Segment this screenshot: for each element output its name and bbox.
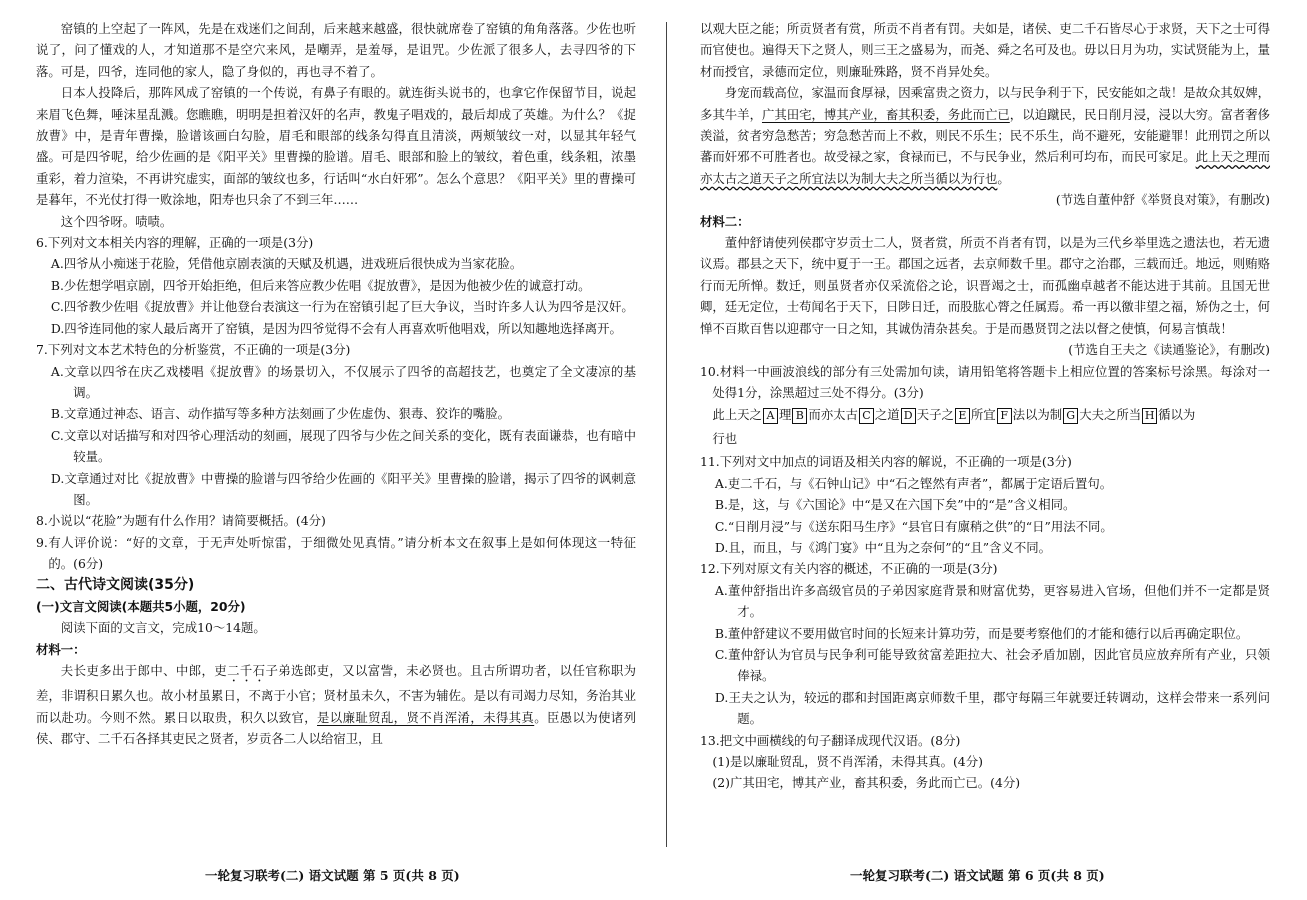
paragraph: 以观大臣之能；所贡贤者有赏，所贡不肖者有罚。夫如是，诸侯、吏二千石皆尽心于求贤，天下之士可得而官使也。遍得天下之贤人，则三王之盛易为，而尧、舜之名可及也。毋以日月为功，实试贤能为上，量材而授官，录德而定位，则廉耻殊路，贤不肖异处矣。	[700, 21, 1270, 79]
option-11c: C.“日削月浸”与《送东阳马生序》“县官日有廪稍之供”的“日”用法不同。	[714, 518, 1113, 534]
punctuation-exercise: 此上天之 A 理 B 而亦太古 C 之道 D 天子之 E 所宜 F 法以为制 G 大夫之所当 H 循以为 行也	[712, 407, 1196, 447]
punct-text-4: 天子之	[916, 407, 954, 423]
punct-text-8: 循以为	[1158, 407, 1196, 423]
material-2-text: 董仲舒请使列侯郡守岁贡士二人，贤者赏，所贡不肖者有罚，以是为三代乡举里选之遗法也，若无遗议焉。郡县之天下，统中夏于一王。郡国之远者，去京师数千里。郡守之治郡，三载而迁。地远，则贿赂行而无所惮。数迁，则虽贤者亦仅采流俗之论，识晋竭之士，而孤幽卓越者不能达进于其前。且国无世卿，廷无定位，士苟闻名于天下，日陟日迁，而股肱心膂之任属焉。希一再以徼非望之福，矫伪之士，何惮不百欺百售以迎郡守一日之知，其诚伪清杂甚矣。于是而愚贤罚之法以督之使慎，何易言慎哉！	[700, 235, 1270, 336]
subsection-heading: (一)文言文阅读(本题共5小题，20分)	[36, 598, 246, 614]
question-7: 7.下列对文本艺术特色的分析鉴赏，不正确的一项是(3分)	[36, 342, 351, 358]
question-13: 13.把文中画横线的句子翻译成现代汉语。(8分)	[700, 732, 961, 748]
material-1-text: 夫长吏多出于郎中、中郎，吏二千石子弟选郎吏，又以富訾，未必贤也。且古所谓功者，以任官称职为差，非谓积日累久也。故小材虽累日，不离于小官；贤材虽未久，不害为辅佐。是以有司竭力尽知，务治其业而以赴功。今则不然。累日以取贵，积久以致官，是以廉耻贸乱，贤不肖浑淆，未得其真。臣愚以为使诸列侯、郡守、二千石各择其吏民之贤者，岁贡各二人以给宿卫，且	[36, 663, 637, 746]
instruction: 阅读下面的文言文，完成10～14题。	[60, 620, 266, 636]
underlined-sentence: 广其田宅，博其产业，畜其积委，务此而亡已	[761, 106, 1010, 122]
option-7b: B.文章通过神态、语言、动作描写等多种方法刻画了少佐虚伪、狠毒、狡诈的嘴脸。	[50, 406, 510, 422]
answer-box-D[interactable]: D	[901, 408, 916, 424]
option-11a: A.吏二千石，与《石钟山记》中“石之铿然有声者”，都属于定语后置句。	[714, 475, 1113, 491]
answer-box-F[interactable]: F	[997, 408, 1012, 424]
option-7c: C.文章以对话描写和对四爷心理活动的刻画，展现了四爷与少佐之间关系的变化，既有表面谦恭，也有暗中较量。	[50, 427, 636, 465]
page-divider	[666, 22, 667, 847]
punctuation-sequence	[712, 407, 1195, 422]
option-6a: A.四爷从小痴迷于花脸，凭借他京剧表演的天赋及机遇，进戏班后很快成为当家花脸。	[50, 256, 523, 272]
option-6d: D.四爷连同他的家人最后离开了窑镇，是因为四爷觉得不会有人再喜欢听他唱戏，所以知趣地选择离开。	[50, 320, 622, 336]
answer-box-A[interactable]: A	[763, 408, 778, 424]
section-heading: 二、古代诗文阅读(35分)	[36, 576, 195, 593]
option-12c: C.董仲舒认为官员与民争利可能导致贫富差距拉大、社会矛盾加剧，因此官员应放弃所有产业，只领俸禄。	[714, 646, 1270, 684]
option-12a: A.董仲舒指出许多高级官员的子弟因家庭背景和财富优势，更容易进入官场，但他们并不一定都是贤才。	[714, 582, 1270, 620]
option-7a: A.文章以四爷在庆乙戏楼唱《捉放曹》的场景切入，不仅展示了四爷的高超技艺，也奠定了全文凄凉的基调。	[50, 363, 636, 400]
question-6: 6.下列对文本相关内容的理解，正确的一项是(3分)	[36, 235, 314, 251]
dotted-words: 二千石	[227, 663, 266, 679]
source-citation: (节选自王夫之《读通鉴论》，有删改)	[1068, 342, 1270, 358]
question-11: 11.下列对文中加点的词语及相关内容的解说，不正确的一项是(3分)	[700, 454, 1072, 470]
question-10: 10.材料一中画波浪线的部分有三处需加句读，请用铅笔将答题卡上相应位置的答案标号涂黑。每涂对一处得1分，涂黑超过三处不得分。(3分)	[700, 363, 1270, 400]
question-9: 9.有人评价说：“好的文章，于无声处听惊雷，于细微处见真情。”请分析本文在叙事上是如何体现这一特征的。(6分)	[36, 534, 636, 572]
left-page	[36, 18, 636, 749]
question-12: 12.下列对原文有关内容的概述，不正确的一项是(3分)	[700, 561, 998, 577]
punct-text-7: 大夫之所当	[1079, 407, 1142, 423]
answer-box-E[interactable]: E	[955, 408, 970, 424]
option-7d: D.文章通过对比《捉放曹》中曹操的脸谱与四爷给少佐画的《阳平关》里曹操的脸谱，揭示了四爷的讽刺意图。	[50, 470, 636, 507]
question-8: 8.小说以“花脸”为题有什么作用？请简要概括。(4分)	[36, 513, 326, 529]
punct-text-6: 法以为制	[1012, 407, 1063, 423]
paragraph: 身宠而载高位，家温而食厚禄，因乘富贵之资力，以与民争利于下，民安能如之哉！是故众其奴婢，多其牛羊，广其田宅，博其产业，畜其积委，务此而亡已，以迫蹴民，民日削月浸，浸以大穷。富者奢侈羡溢，贫者穷急愁苦；穷急愁苦而上不救，则民不乐生；民不乐生，尚不避死，安能避罪！此刑罚之所以蕃而奸邪不可胜者也。故受禄之家，食禄而已，不与民争业，然后利可均布，而民可家足。此上天之理而亦太古之道天子之所宜法以为制大夫之所当循以为行也。	[700, 85, 1271, 186]
answer-box-H[interactable]: H	[1142, 408, 1157, 424]
question-13-part-2: (2)广其田宅，博其产业，畜其积委，务此而亡已。(4分)	[712, 775, 1021, 791]
option-12b: B.董仲舒建议不要用做官时间的长短来计算功劳，而是要考察他们的才能和德行以后再确定职位。	[714, 625, 1249, 641]
paragraph: 这个四爷呀。啧啧。	[60, 213, 173, 229]
option-6c: C.四爷教少佐唱《捉放曹》并让他登台表演这一行为在窑镇引起了巨大争议，当时许多人认为四爷是汉奸。	[50, 299, 634, 315]
option-11d: D.且，而且，与《鸿门宴》中“且为之奈何”的“且”含义不同。	[714, 539, 1052, 555]
right-page	[700, 18, 1270, 794]
punct-text-5: 所宜	[970, 407, 996, 423]
paragraph: 窑镇的上空起了一阵风，先是在戏迷们之间刮，后来越来越盛，很快就席卷了窑镇的角角落落。少佐也听说了，问了懂戏的人，才知道那不是空穴来风，是嘲弄，是羞辱，是诅咒。少佐派了很多人，去寻四爷的下落。可是，四爷，连同他的家人，隐了身似的，再也寻不着了。	[36, 21, 636, 79]
question-13-part-1: (1)是以廉耻贸乱，贤不肖浑淆，未得其真。(4分)	[712, 754, 983, 769]
wavy-underlined-sentence: 此上天之理而亦太古之道天子之所宜法以为制大夫之所当循以为行也	[700, 149, 1271, 186]
option-11b: B.是，这，与《六国论》中“是又在六国下矣”中的“是”含义相同。	[714, 497, 1076, 513]
material-1-label: 材料一：	[36, 641, 86, 657]
source-citation: (节选自董仲舒《举贤良对策》，有删改)	[1055, 192, 1270, 208]
material-2-label: 材料二：	[700, 213, 750, 229]
punct-text-0: 此上天之	[712, 407, 762, 423]
punct-text-3: 之道	[874, 407, 900, 423]
option-12d: D.王夫之认为，较远的郡和封国距离京师数千里，郡守每隔三年就要迁转调动，这样会带来一系列问题。	[714, 689, 1270, 727]
footer-page-6: 一轮复习联考(二) 语文试题 第 6 页(共 8 页)	[850, 868, 1105, 883]
answer-box-C[interactable]: C	[859, 408, 874, 424]
footer-page-5: 一轮复习联考(二) 语文试题 第 5 页(共 8 页)	[205, 868, 460, 883]
answer-box-B[interactable]: B	[792, 408, 807, 424]
punct-text-1: 理	[778, 407, 792, 423]
underlined-sentence: 是以廉耻贸乱，贤不肖浑淆，未得其真	[317, 709, 535, 725]
punct-text-2: 而亦太古	[808, 407, 858, 423]
answer-box-G[interactable]: G	[1063, 408, 1078, 424]
paragraph: 日本人投降后，那阵风成了窑镇的一个传说，有鼻子有眼的。就连街头说书的，也拿它作保留节目，说起来眉飞色舞，唾沫星乱溅。您瞧瞧，明明是担着汉奸的名声，教鬼子唱戏的，最后却成了英雄。为什么？《捉放曹》中，是青年曹操，脸谱该画白勾脸，眉毛和眼部的线条勾得直且清淡，两颊皱纹一对，以显其年轻气盛。可是四爷呢，给少佐画的是《阳平关》里曹操的脸谱。眉毛、眼部和脸上的皱纹，着色重，线条粗，浓墨重彩，着力渲染，不再讲究虚实，面部的皱纹也多，行话叫“水白奸邪”。怎么个意思？《阳平关》里的曹操可是暮年，不光仗打得一败涂地，阳寿也只余了不到三年……	[36, 85, 636, 208]
option-6b: B.少佐想学唱京剧，四爷开始拒绝，但后来答应教少佐唱《捉放曹》，是因为他被少佐的诚意打动。	[50, 277, 591, 293]
